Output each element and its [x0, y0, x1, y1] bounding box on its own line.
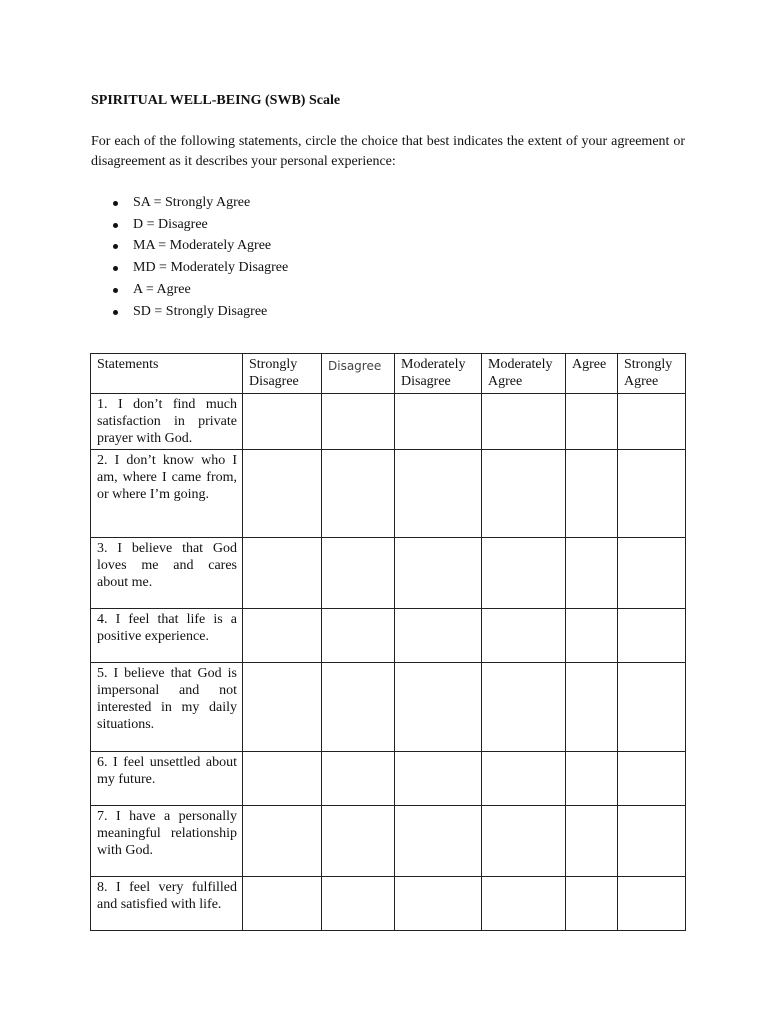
header-statements: Statements [91, 354, 243, 394]
choice-cell[interactable] [618, 450, 686, 538]
choice-cell[interactable] [566, 806, 618, 877]
statement-cell: 3. I believe that God loves me and cares about me. [91, 538, 243, 609]
table-row [91, 394, 686, 450]
statement-cell: 1. I don’t find much satisfaction in private prayer with God. [91, 394, 243, 450]
choice-cell[interactable] [243, 538, 322, 609]
table-row [91, 450, 686, 538]
statement-cell: 2. I don’t know who I am, where I came from, or where I’m going. [91, 450, 243, 538]
response-legend [113, 192, 288, 322]
legend-item-label: D = Disagree [133, 216, 208, 232]
choice-cell[interactable] [243, 663, 322, 752]
page-title: SPIRITUAL WELL-BEING (SWB) Scale [91, 93, 341, 108]
choice-cell[interactable] [618, 752, 686, 806]
choice-cell[interactable] [243, 450, 322, 538]
choice-cell[interactable] [395, 394, 482, 450]
choice-cell[interactable] [566, 450, 618, 538]
legend-item [113, 214, 288, 236]
choice-cell[interactable] [243, 877, 322, 931]
header-agree: Agree [566, 354, 618, 394]
table-row [91, 752, 686, 806]
choice-cell[interactable] [566, 609, 618, 663]
statement-cell: 8. I feel very fulfilled and satisfied with life. [91, 877, 243, 931]
legend-item-label: MD = Moderately Disagree [133, 260, 289, 276]
choice-cell[interactable] [482, 538, 566, 609]
choice-cell[interactable] [566, 752, 618, 806]
choice-cell[interactable] [322, 609, 395, 663]
choice-cell[interactable] [482, 752, 566, 806]
choice-cell[interactable] [395, 663, 482, 752]
choice-cell[interactable] [322, 752, 395, 806]
instructions-paragraph: For each of the following statements, circle the choice that best indicates the extent of your agreement or disagreement as it describes your personal experience: [91, 134, 685, 169]
choice-cell[interactable] [395, 752, 482, 806]
bullet-icon [113, 244, 118, 249]
choice-cell[interactable] [243, 806, 322, 877]
header-strongly-disagree: Strongly Disagree [243, 354, 322, 394]
choice-cell[interactable] [322, 806, 395, 877]
choice-cell[interactable] [322, 663, 395, 752]
choice-cell[interactable] [566, 877, 618, 931]
choice-cell[interactable] [566, 663, 618, 752]
choice-cell[interactable] [395, 806, 482, 877]
header-moderately-disagree: Moderately Disagree [395, 354, 482, 394]
choice-cell[interactable] [618, 394, 686, 450]
table-row [91, 663, 686, 752]
legend-item-label: MA = Moderately Agree [133, 238, 272, 254]
choice-cell[interactable] [482, 394, 566, 450]
statement-cell: 4. I feel that life is a positive experience. [91, 609, 243, 663]
choice-cell[interactable] [618, 877, 686, 931]
choice-cell[interactable] [618, 538, 686, 609]
bullet-icon [113, 223, 118, 228]
choice-cell[interactable] [618, 806, 686, 877]
choice-cell[interactable] [482, 663, 566, 752]
choice-cell[interactable] [566, 538, 618, 609]
table-row [91, 806, 686, 877]
table-row [91, 538, 686, 609]
swb-scale-table [90, 353, 686, 931]
table-row [91, 877, 686, 931]
statement-cell: 7. I have a personally meaningful relationship with God. [91, 806, 243, 877]
choice-cell[interactable] [243, 752, 322, 806]
choice-cell[interactable] [566, 394, 618, 450]
table-row [91, 609, 686, 663]
legend-item [113, 235, 288, 257]
choice-cell[interactable] [322, 877, 395, 931]
legend-item-label: SD = Strongly Disagree [133, 303, 268, 319]
legend-item-label: SA = Strongly Agree [133, 195, 251, 210]
choice-cell[interactable] [243, 609, 322, 663]
legend-item [113, 279, 288, 301]
choice-cell[interactable] [482, 609, 566, 663]
legend-item [113, 257, 288, 279]
choice-cell[interactable] [322, 450, 395, 538]
bullet-icon [113, 266, 118, 271]
choice-cell[interactable] [395, 877, 482, 931]
statement-cell: 5. I believe that God is impersonal and not interested in my daily situations. [91, 663, 243, 752]
choice-cell[interactable] [395, 538, 482, 609]
header-disagree: Disagree [322, 354, 395, 394]
choice-cell[interactable] [482, 450, 566, 538]
header-row [91, 354, 686, 394]
choice-cell[interactable] [243, 394, 322, 450]
legend-item [113, 192, 288, 214]
statement-cell: 6. I feel unsettled about my future. [91, 752, 243, 806]
choice-cell[interactable] [618, 663, 686, 752]
choice-cell[interactable] [618, 609, 686, 663]
header-strongly-agree: Strongly Agree [618, 354, 686, 394]
header-moderately-agree: Moderately Agree [482, 354, 566, 394]
choice-cell[interactable] [395, 450, 482, 538]
legend-item [113, 301, 288, 323]
legend-item-label: A = Agree [133, 281, 191, 297]
bullet-icon [113, 310, 118, 315]
choice-cell[interactable] [482, 806, 566, 877]
bullet-icon [113, 201, 118, 206]
choice-cell[interactable] [322, 538, 395, 609]
choice-cell[interactable] [395, 609, 482, 663]
choice-cell[interactable] [322, 394, 395, 450]
bullet-icon [113, 288, 118, 293]
choice-cell[interactable] [482, 877, 566, 931]
